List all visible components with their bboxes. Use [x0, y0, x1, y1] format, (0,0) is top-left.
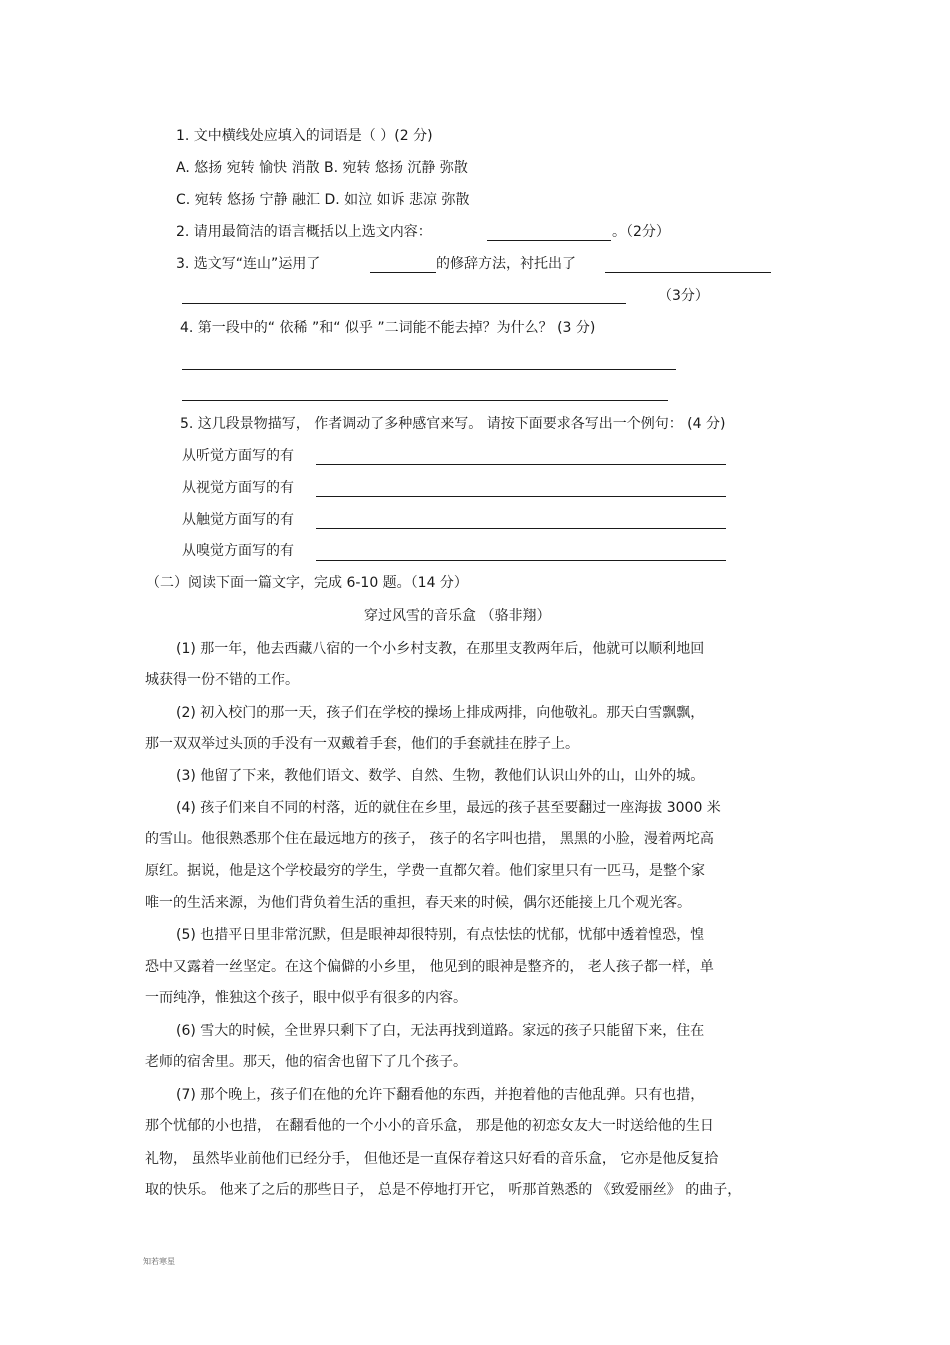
- passage-line: 那个忧郁的小也措， 在翻看他的一个小小的音乐盒， 那是他的初恋女友大一时送给他的生日: [145, 1118, 714, 1134]
- sense-answer-touch[interactable]: [316, 528, 726, 529]
- question-3: 3. 选文写“连山”运用了: [176, 256, 321, 272]
- section-2-heading: （二）阅读下面一篇文字，完成 6-10 题。（14 分）: [146, 575, 468, 591]
- sense-label-smell: 从嗅觉方面写的有: [182, 543, 294, 559]
- passage-line: (3) 他留了下来，教他们语文、数学、自然、生物，教他们认识山外的山，山外的城。: [176, 768, 705, 784]
- passage-line: 那一双双举过头顶的手没有一双戴着手套，他们的手套就挂在脖子上。: [145, 736, 579, 752]
- passage-title: 穿过风雪的音乐盒 （骆非翔）: [364, 608, 551, 624]
- passage-line: (6) 雪大的时候，全世界只剩下了白，无法再找到道路。家远的孩子只能留下来，住在: [176, 1023, 705, 1039]
- passage-line: (5) 也措平日里非常沉默，但是眼神却很特别，有点怯怯的忧郁，忧郁中透着惶恐，惶: [176, 927, 705, 943]
- question-3-blank-2[interactable]: [605, 272, 771, 273]
- passage-line: (7) 那个晚上，孩子们在他的允许下翻看他的东西，并抱着他的吉他乱弹。只有也措，: [176, 1087, 705, 1103]
- sense-label-sight: 从视觉方面写的有: [182, 480, 294, 496]
- passage-line: (4) 孩子们来自不同的村落，近的就住在乡里，最远的孩子甚至要翻过一座海拔 3000 米: [176, 800, 721, 816]
- question-4-answer-line-1[interactable]: [182, 369, 676, 370]
- question-2-score: 。（2分）: [612, 224, 670, 240]
- question-1: 1. 文中横线处应填入的词语是（ ）(2 分): [176, 128, 433, 144]
- passage-line: 一而纯净，惟独这个孩子，眼中似乎有很多的内容。: [145, 990, 467, 1006]
- sense-label-hearing: 从听觉方面写的有: [182, 448, 294, 464]
- sense-label-touch: 从触觉方面写的有: [182, 512, 294, 528]
- question-5: 5. 这几段景物描写， 作者调动了多种感官来写。 请按下面要求各写出一个例句： (4 分): [180, 416, 726, 432]
- question-4: 4. 第一段中的“ 依稀 ”和“ 似乎 ”二词能不能去掉？为什么？ (3 分): [180, 320, 596, 336]
- question-3-answer-line[interactable]: [182, 303, 626, 304]
- question-2: 2. 请用最简洁的语言概括以上选文内容：: [176, 224, 432, 240]
- question-2-answer-line[interactable]: [487, 240, 611, 241]
- passage-line: 取的快乐。 他来了之后的那些日子， 总是不停地打开它， 听那首熟悉的 《致爱丽丝》 的曲子，: [145, 1182, 742, 1198]
- passage-line: 老师的宿舍里。那天，他的宿舍也留下了几个孩子。: [145, 1054, 467, 1070]
- passage-line: 城获得一份不错的工作。: [145, 672, 299, 688]
- question-3-middle: 的修辞方法，衬托出了: [436, 256, 576, 272]
- passage-line: 唯一的生活来源，为他们背负着生活的重担，春天来的时候，偶尔还能接上几个观光客。: [145, 895, 691, 911]
- passage-line: (2) 初入校门的那一天，孩子们在学校的操场上排成两排，向他敬礼。那天白雪飘飘，: [176, 705, 705, 721]
- question-3-blank-1[interactable]: [370, 272, 436, 273]
- question-4-answer-line-2[interactable]: [182, 400, 668, 401]
- passage-line: 礼物， 虽然毕业前他们已经分手， 但他还是一直保存着这只好看的音乐盒， 它亦是他反复拾: [145, 1151, 719, 1167]
- question-3-score: （3分）: [658, 288, 709, 304]
- footer-watermark: 知若寒星: [143, 1257, 175, 1266]
- passage-line: 的雪山。他很熟悉那个住在最远地方的孩子， 孩子的名字叫也措， 黑黑的小脸，漫着两坨高: [145, 831, 714, 847]
- sense-answer-sight[interactable]: [316, 496, 726, 497]
- question-1-options-ab: A. 悠扬 宛转 愉快 消散 B. 宛转 悠扬 沉静 弥散: [176, 160, 468, 176]
- sense-answer-hearing[interactable]: [316, 464, 726, 465]
- sense-answer-smell[interactable]: [316, 560, 726, 561]
- passage-line: 原红。据说，他是这个学校最穷的学生，学费一直都欠着。他们家里只有一匹马，是整个家: [145, 863, 705, 879]
- question-1-options-cd: C. 宛转 悠扬 宁静 融汇 D. 如泣 如诉 悲凉 弥散: [176, 192, 470, 208]
- passage-line: 恐中又露着一丝坚定。在这个偏僻的小乡里， 他见到的眼神是整齐的， 老人孩子都一样，单: [145, 959, 714, 975]
- passage-line: (1) 那一年，他去西藏八宿的一个小乡村支教，在那里支教两年后，他就可以顺利地回: [176, 641, 705, 657]
